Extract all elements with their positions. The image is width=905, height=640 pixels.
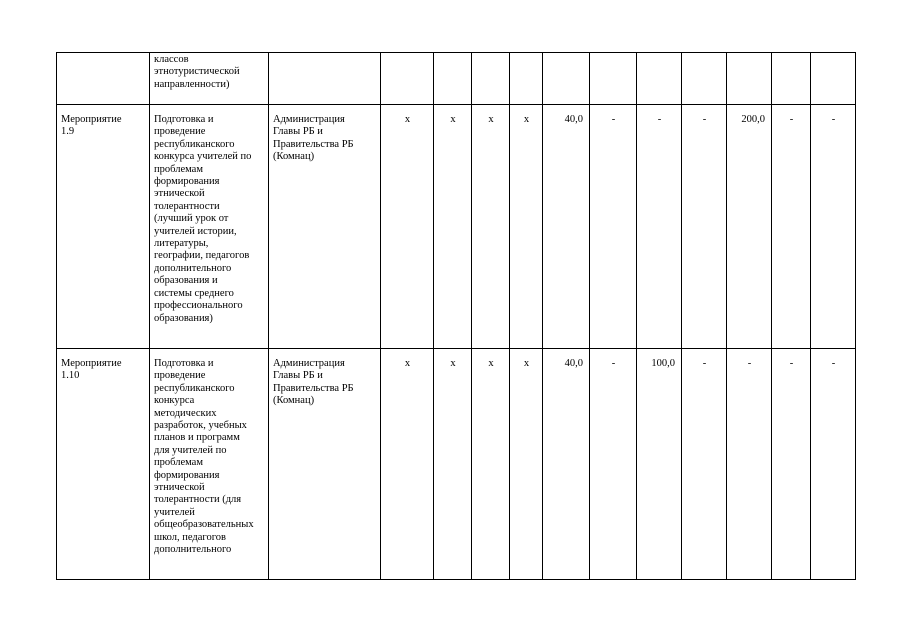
value-cell: - bbox=[811, 105, 856, 349]
value-cell bbox=[381, 53, 434, 105]
executor-cell: Администрация Главы РБ и Правительства РБ (Комнац) bbox=[269, 105, 381, 349]
value-cell bbox=[590, 53, 637, 105]
activity-description-cell: классов этнотуристической направленности) bbox=[150, 53, 269, 105]
value-cell: х bbox=[381, 349, 434, 580]
activity-label-cell: Мероприятие 1.9 bbox=[57, 105, 150, 349]
activity-label-cell: Мероприятие 1.10 bbox=[57, 349, 150, 580]
activity-description-cell: Подготовка и проведение республиканского конкурса методических разработок, учебных планов и программ для учителей по проблемам формирования этнической толерантности (для учителей общеобразовательных школ, педагогов дополнительного bbox=[150, 349, 269, 580]
value-cell bbox=[543, 53, 590, 105]
value-cell: - bbox=[682, 105, 727, 349]
value-cell: 40,0 bbox=[543, 105, 590, 349]
table-row bbox=[57, 349, 856, 580]
value-cell: - bbox=[727, 349, 772, 580]
value-cell: х bbox=[381, 105, 434, 349]
table-row bbox=[57, 105, 856, 349]
value-cell: 200,0 bbox=[727, 105, 772, 349]
value-cell: - bbox=[811, 349, 856, 580]
value-cell bbox=[434, 53, 472, 105]
value-cell: х bbox=[472, 349, 510, 580]
value-cell bbox=[811, 53, 856, 105]
value-cell bbox=[637, 53, 682, 105]
value-cell: х bbox=[434, 349, 472, 580]
value-cell bbox=[510, 53, 543, 105]
value-cell: - bbox=[772, 105, 811, 349]
value-cell: 100,0 bbox=[637, 349, 682, 580]
value-cell: х bbox=[472, 105, 510, 349]
value-cell bbox=[682, 53, 727, 105]
program-table bbox=[56, 52, 856, 580]
activity-description-cell: Подготовка и проведение республиканского конкурса учителей по проблемам формирования этнической толерантности (лучший урок от учителей истории, литературы, географии, педагогов дополнительного образования и системы среднего профессионального образования) bbox=[150, 105, 269, 349]
value-cell bbox=[772, 53, 811, 105]
table-row bbox=[57, 53, 856, 105]
value-cell: х bbox=[510, 105, 543, 349]
value-cell: х bbox=[434, 105, 472, 349]
value-cell bbox=[472, 53, 510, 105]
executor-cell: Администрация Главы РБ и Правительства РБ (Комнац) bbox=[269, 349, 381, 580]
value-cell: - bbox=[590, 349, 637, 580]
activity-label-cell bbox=[57, 53, 150, 105]
value-cell: - bbox=[772, 349, 811, 580]
value-cell: - bbox=[682, 349, 727, 580]
value-cell: - bbox=[590, 105, 637, 349]
value-cell: - bbox=[637, 105, 682, 349]
value-cell bbox=[727, 53, 772, 105]
value-cell: х bbox=[510, 349, 543, 580]
value-cell: 40,0 bbox=[543, 349, 590, 580]
executor-cell bbox=[269, 53, 381, 105]
table-body bbox=[57, 53, 856, 580]
